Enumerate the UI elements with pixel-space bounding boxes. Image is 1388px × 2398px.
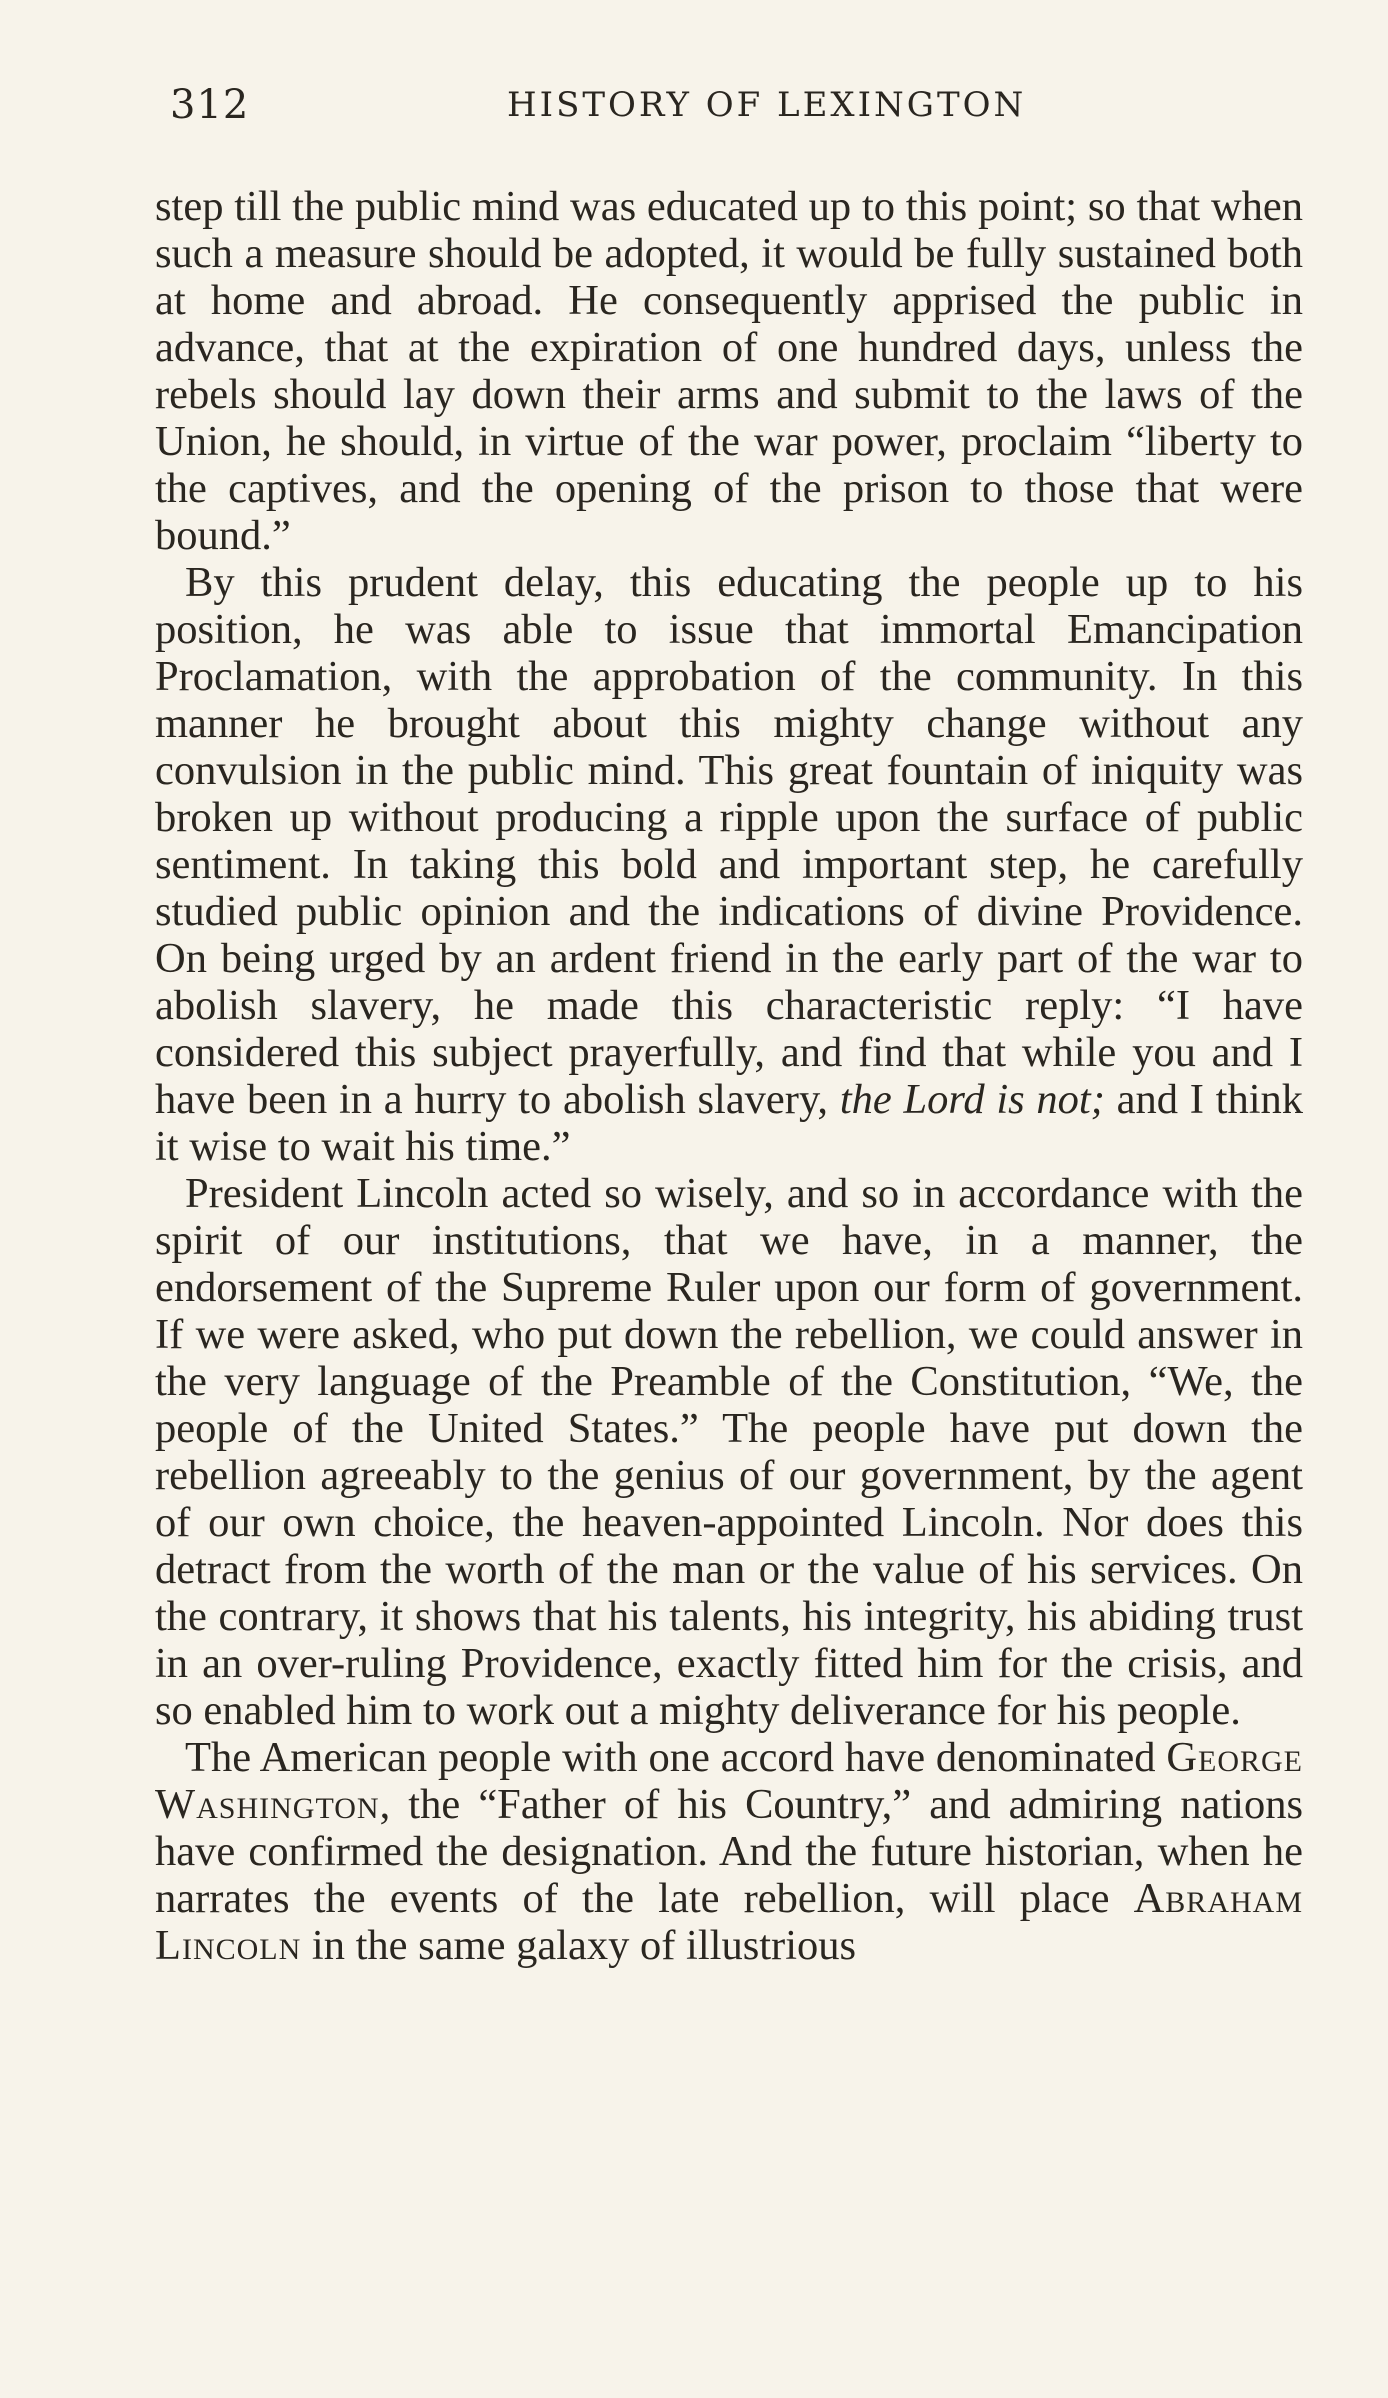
paragraph-3 — [155, 1170, 1303, 1734]
paragraph-2-text: By this prudent delay, this educating the people up to his position, he was able to issue that immortal Emancipation Proclamation, with the approbation of the community. In this manner he brought about this mighty change without any convulsion in the public mind. This great fountain of iniquity was broken up without producing a ripple upon the surface of public sentiment. In taking this bold and important step, he carefully studied public opinion and the indications of divine Providence. On being urged by an ardent friend in the early part of the war to abolish slavery, he made this characteristic reply: “I have considered this subject prayerfully, and find that while you and I have been in a hurry to abolish slavery, — [155, 559, 1303, 1123]
paragraph-3-text: President Lincoln acted so wisely, and so in accordance with the spirit of our institutions, that we have, in a manner, the endorsement of the Supreme Ruler upon our form of government. If we were asked, who put down the rebellion, we could answer in the very language of the Preamble of the Constitution, “We, the people of the United States.” The people have put down the rebellion agreeably to the genius of our government, by the agent of our own choice, the heaven-appointed Lincoln. Nor does this detract from the worth of the man or the value of his services. On the contrary, it shows that his talents, his integrity, his abiding trust in an over-ruling Providence, exactly fitted him for the crisis, and so enabled him to work out a mighty deliverance for his people. — [155, 1170, 1303, 1734]
paragraph-2-text-after: and I think it wise to wait his time.” — [155, 1076, 1303, 1170]
paragraph-1 — [155, 183, 1303, 559]
paragraph-4 — [155, 1734, 1303, 1969]
paragraph-1-text: step till the public mind was educated up to this point; so that when such a measure should be adopted, it would be fully sustained both at home and abroad. He consequently apprised the public in advance, that at the expiration of one hundred days, unless the rebels should lay down their arms and submit to the laws of the Union, he should, in virtue of the war power, proclaim “liberty to the captives, and the opening of the prison to those that were bound.” — [155, 183, 1303, 559]
running-head: HISTORY OF LEXINGTON — [507, 85, 1027, 125]
paragraph-2 — [155, 559, 1303, 1170]
paragraph-4-text-before: The American people with one accord have denominated — [185, 1734, 1156, 1781]
paragraph-4-text-after: in the same galaxy of illustrious — [311, 1922, 857, 1969]
name-abraham-lincoln: Abraham Lincoln — [155, 1875, 1303, 1969]
page-header — [170, 82, 1388, 142]
page-number: 312 — [170, 82, 250, 128]
name-george-washington: George Washington — [155, 1734, 1303, 1828]
paragraph-4-text-middle: , the “Father of his Country,” and admiring nations have confirmed the designation. And the future historian, when he narrates the events of the late rebellion, will place — [155, 1781, 1303, 1922]
body-text — [155, 183, 1303, 1969]
paragraph-2-italic: the Lord is not; — [839, 1076, 1105, 1123]
